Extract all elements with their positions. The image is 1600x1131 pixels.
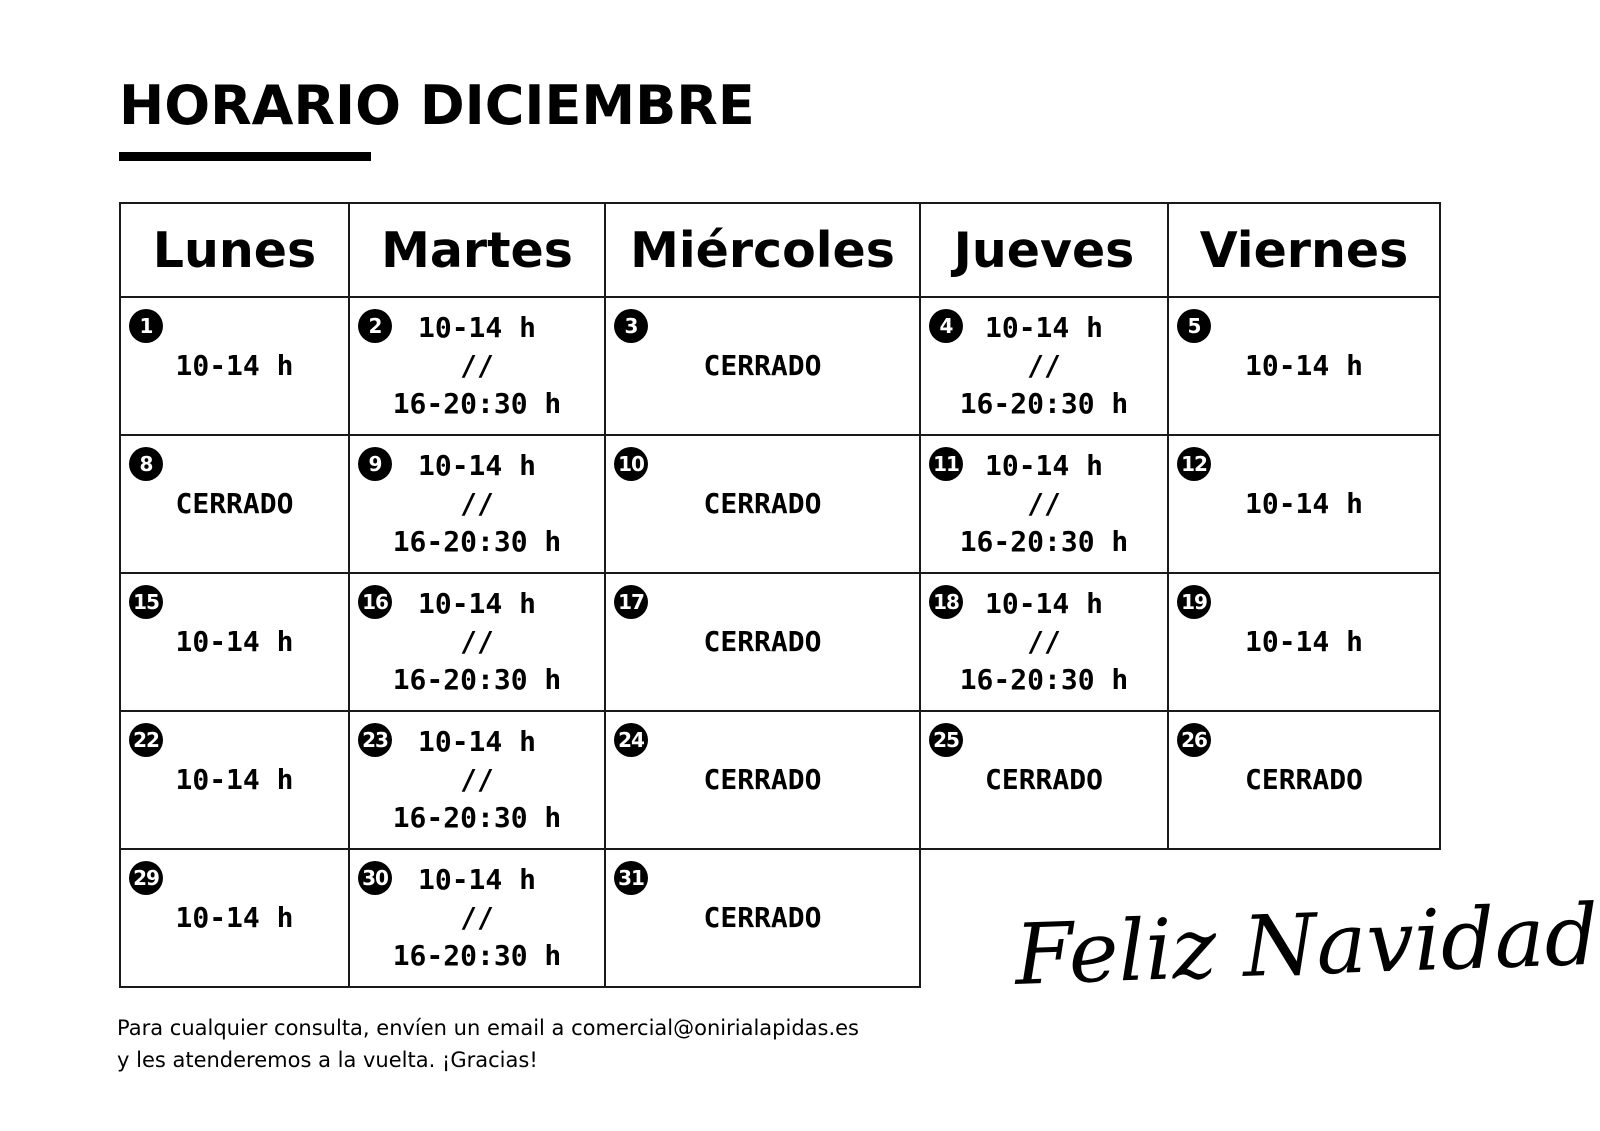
- hours-line: 10-14 h: [417, 587, 536, 620]
- hours-line: //: [460, 625, 494, 658]
- weekday-header-row: [120, 203, 1440, 297]
- title-underline: [119, 152, 371, 161]
- day-cell: [605, 573, 920, 711]
- hours-line: 16-20:30 h: [392, 663, 562, 696]
- day-hours: [703, 347, 821, 385]
- hours-line: 16-20:30 h: [392, 525, 562, 558]
- hours-line: //: [460, 487, 494, 520]
- day-cell: [605, 711, 920, 849]
- hours-line: 10-14 h: [175, 763, 294, 796]
- hours-line: //: [460, 349, 494, 382]
- day-hours: [703, 761, 821, 799]
- day-number-badge: 3: [614, 309, 648, 343]
- day-number-badge: 24: [614, 723, 648, 757]
- day-number-badge: 31: [614, 861, 648, 895]
- day-cell: [1168, 573, 1440, 711]
- hours-line: 10-14 h: [1244, 487, 1363, 520]
- day-hours: [1245, 347, 1363, 385]
- hours-line: 10-14 h: [175, 349, 294, 382]
- hours-line: 16-20:30 h: [959, 525, 1129, 558]
- day-cell: [120, 297, 349, 435]
- hours-line: 10-14 h: [984, 449, 1103, 482]
- day-cell: [120, 573, 349, 711]
- weekday-header-jueves: Jueves: [920, 203, 1168, 297]
- day-hours: [703, 485, 821, 523]
- day-cell: [120, 711, 349, 849]
- day-hours: [393, 447, 562, 561]
- hours-line: 10-14 h: [1244, 625, 1363, 658]
- day-number-badge: 26: [1177, 723, 1211, 757]
- day-cell: [605, 297, 920, 435]
- week-row: [120, 573, 1440, 711]
- day-number-badge: 22: [129, 723, 163, 757]
- day-hours: [960, 309, 1129, 423]
- hours-line: 10-14 h: [175, 625, 294, 658]
- day-hours: [1245, 761, 1363, 799]
- day-hours: [393, 309, 562, 423]
- day-number-badge: 17: [614, 585, 648, 619]
- footer-note: [117, 1012, 859, 1076]
- footer-line-1: Para cualquier consulta, envíen un email a comercial@onirialapidas.es: [117, 1016, 859, 1040]
- hours-line: 10-14 h: [417, 863, 536, 896]
- day-cell: [920, 573, 1168, 711]
- hours-line: 10-14 h: [1244, 349, 1363, 382]
- hours-line: CERRADO: [703, 349, 822, 382]
- schedule-table: [119, 202, 1441, 988]
- day-number-badge: 5: [1177, 309, 1211, 343]
- day-cell: [120, 435, 349, 573]
- week-row: [120, 435, 1440, 573]
- day-hours: [960, 585, 1129, 699]
- page-title: HORARIO DICIEMBRE: [119, 74, 755, 137]
- hours-line: CERRADO: [1244, 763, 1363, 796]
- day-hours: [393, 723, 562, 837]
- hours-line: //: [460, 763, 494, 796]
- day-hours: [960, 447, 1129, 561]
- weekday-header-martes: Martes: [349, 203, 605, 297]
- hours-line: 16-20:30 h: [392, 939, 562, 972]
- hours-line: 10-14 h: [984, 311, 1103, 344]
- day-cell: [349, 573, 605, 711]
- day-hours: [175, 347, 293, 385]
- week-row: [120, 711, 1440, 849]
- day-number-badge: 10: [614, 447, 648, 481]
- hours-line: 10-14 h: [417, 449, 536, 482]
- day-number-badge: 12: [1177, 447, 1211, 481]
- day-number-badge: 4: [929, 309, 963, 343]
- day-hours: [175, 761, 293, 799]
- day-hours: [703, 623, 821, 661]
- hours-line: 10-14 h: [417, 311, 536, 344]
- day-number-badge: 19: [1177, 585, 1211, 619]
- hours-line: 10-14 h: [175, 901, 294, 934]
- day-number-badge: 16: [358, 585, 392, 619]
- day-number-badge: 18: [929, 585, 963, 619]
- hours-line: CERRADO: [703, 487, 822, 520]
- schedule-body: [120, 297, 1440, 987]
- day-number-badge: 2: [358, 309, 392, 343]
- day-hours: [703, 899, 821, 937]
- day-hours: [393, 861, 562, 975]
- day-hours: [985, 761, 1103, 799]
- day-hours: [175, 485, 293, 523]
- hours-line: 10-14 h: [417, 725, 536, 758]
- day-cell: [1168, 297, 1440, 435]
- day-cell: [349, 711, 605, 849]
- footer-line-2: y les atenderemos a la vuelta. ¡Gracias!: [117, 1048, 538, 1072]
- hours-line: 16-20:30 h: [959, 663, 1129, 696]
- hours-line: CERRADO: [984, 763, 1103, 796]
- day-cell: [1168, 711, 1440, 849]
- hours-line: CERRADO: [703, 763, 822, 796]
- day-cell: [605, 435, 920, 573]
- day-cell: [349, 435, 605, 573]
- day-hours: [175, 899, 293, 937]
- greeting-script: Feliz Navidad: [1013, 885, 1600, 1004]
- day-hours: [175, 623, 293, 661]
- day-cell: [349, 297, 605, 435]
- weekday-header-lunes: Lunes: [120, 203, 349, 297]
- week-row: [120, 297, 1440, 435]
- day-hours: [1245, 485, 1363, 523]
- weekday-header-viernes: Viernes: [1168, 203, 1440, 297]
- day-number-badge: 23: [358, 723, 392, 757]
- day-number-badge: 15: [129, 585, 163, 619]
- day-number-badge: 1: [129, 309, 163, 343]
- day-cell: [349, 849, 605, 987]
- hours-line: //: [1027, 487, 1061, 520]
- hours-line: 16-20:30 h: [959, 387, 1129, 420]
- weekday-header-miercoles: Miércoles: [605, 203, 920, 297]
- hours-line: 10-14 h: [984, 587, 1103, 620]
- day-cell: [920, 435, 1168, 573]
- day-number-badge: 29: [129, 861, 163, 895]
- day-cell: [920, 297, 1168, 435]
- hours-line: 16-20:30 h: [392, 801, 562, 834]
- day-number-badge: 9: [358, 447, 392, 481]
- hours-line: CERRADO: [703, 625, 822, 658]
- hours-line: CERRADO: [703, 901, 822, 934]
- hours-line: //: [460, 901, 494, 934]
- day-hours: [1245, 623, 1363, 661]
- day-number-badge: 30: [358, 861, 392, 895]
- day-cell: [605, 849, 920, 987]
- day-cell: [920, 711, 1168, 849]
- day-cell: [1168, 435, 1440, 573]
- day-number-badge: 8: [129, 447, 163, 481]
- hours-line: //: [1027, 349, 1061, 382]
- hours-line: CERRADO: [175, 487, 294, 520]
- hours-line: 16-20:30 h: [392, 387, 562, 420]
- day-hours: [393, 585, 562, 699]
- day-number-badge: 11: [929, 447, 963, 481]
- day-number-badge: 25: [929, 723, 963, 757]
- hours-line: //: [1027, 625, 1061, 658]
- day-cell: [120, 849, 349, 987]
